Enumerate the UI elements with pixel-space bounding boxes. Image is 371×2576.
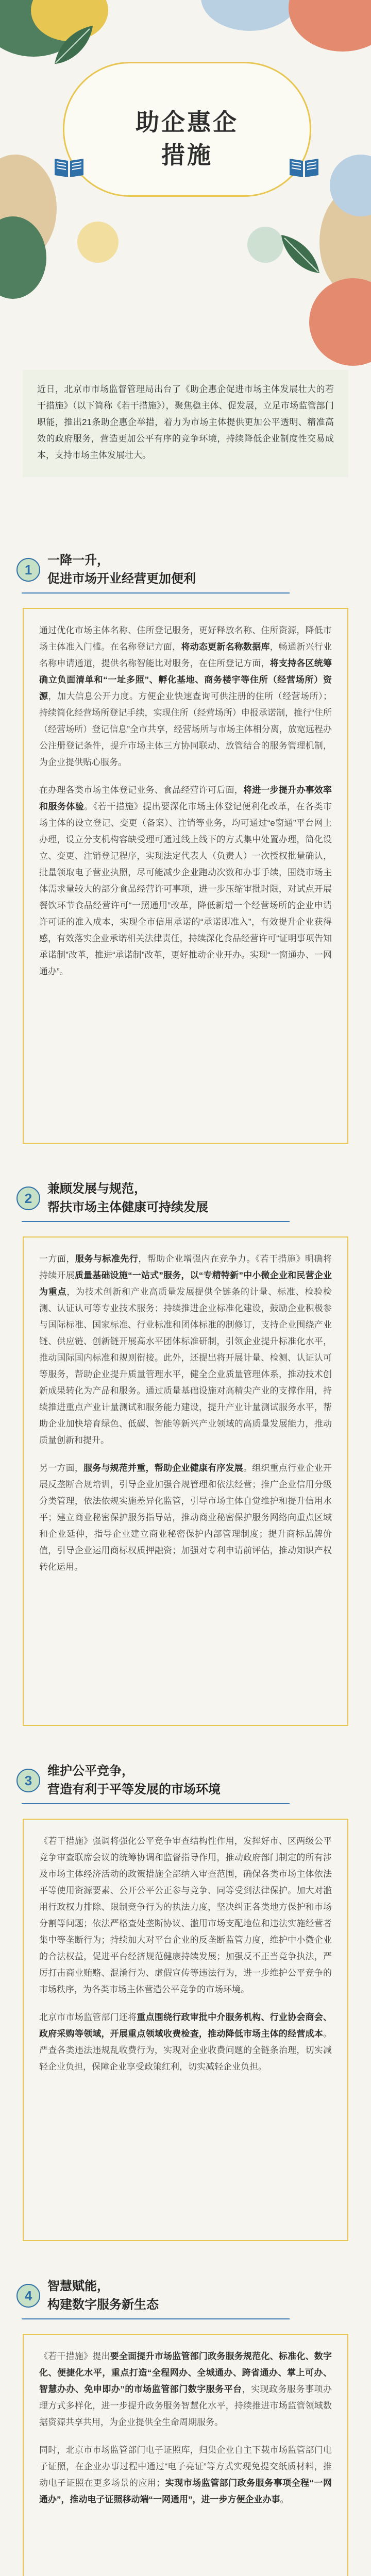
title-line-1: 助企惠企 — [136, 109, 239, 135]
section-divider — [22, 1221, 290, 1222]
highlighted-text: 质量基础设施“一站式”服务，以“专精特新”中小微企业和民营企业为重点 — [39, 1270, 332, 1297]
body-text: 。组织重点行业企业开展反垄断合规培训，引导企业加强合规管理和依法经营；推广企业信用分级分类管理，依法依规实施差异化监管，引导市场主体自觉维护和提升信用水平；建立商业秘密保护服务指导站，推动商业秘密保护服务网络向重点区域和企业延伸，指导企业建立商业秘密保护内部管理制度；提升商标品牌价值，引导企业运用商标权质押融资；加强对专利申请前评估，推动知识产权转化运用。 — [39, 1463, 332, 1572]
section-paragraph — [39, 1833, 332, 1998]
section-2-content — [23, 1236, 348, 1726]
intro-paragraph: 近日，北京市市场监督管理局出台了《助企惠企促进市场主体发展壮大的若干措施》（以下简称《若干措施》），聚焦稳主体、促发展，立足市场监管部门职能，推出21条助企惠企举措，着力为市场主体提供更加公平透明、精准高效的政府服务，营造更加公平有序的竞争环境，持续降低企业制度性交易成本，支持市场主体发展壮大。 — [23, 370, 348, 477]
highlighted-text: 将支持各区统筹确立负面清单和“一址多照”、孵化基地、商务楼宇等住所（经营场所）资源 — [39, 658, 332, 701]
section-title — [47, 2277, 159, 2314]
section-paragraph — [39, 622, 332, 771]
decor-blob — [289, 0, 371, 52]
leaf-icon — [278, 232, 325, 278]
body-text: 。严查各类违法违规乱收费行为，实现对企业收费问题的全链条治理，切实减轻企业负担，保障企业享受政策红利，切实减轻企业负担。 — [39, 2029, 332, 2072]
body-text: 另一方面， — [39, 1463, 84, 1473]
section-paragraph — [39, 1460, 332, 1575]
section-paragraph — [39, 2348, 332, 2431]
section-4-content — [23, 2334, 348, 2576]
section-paragraph — [39, 2442, 332, 2508]
highlighted-text: 要全面提升市场监管部门政务服务规范化、标准化、数字化、便捷化水平，重点打造“全程网办、全城通办、跨省通办、掌上可办、智慧办办、免申即办”的市场监管部门数字服务平台 — [39, 2351, 332, 2394]
section-title-line-1: 智慧赋能， — [47, 2279, 109, 2293]
section-title — [47, 551, 196, 588]
body-text: 同时，北京市市场监管部门电子证照库，归集企业自主下载市场监管部门电子证照，在企业办事过程中通过“电子亮证”等方式实现免提交纸质材料，推动电子证照在更多场景的应用； — [39, 2445, 332, 2488]
section-number: 4 — [16, 2284, 40, 2308]
section-number: 1 — [16, 558, 40, 582]
body-text: ，加大信息公开力度。方便企业快速查询可供注册的住所（经营场所）；持续简化经营场所登记手续，实现住所（经营场所）申报承诺制，推行“住所（经营场所）登记信息”全市共享，经营场所与市场主体相分离，放宽远程办公注册登记条件，提升市场主体三方协同联动、放管结合的服务管理机制，为企业提供贴心服务。 — [39, 691, 332, 767]
title-line-2: 措施 — [161, 142, 213, 168]
highlighted-text: 服务与标准先行 — [75, 1254, 139, 1264]
section-1-content — [23, 608, 348, 1144]
body-text: ，帮助企业增强内在竞争力。《若干措施》明确将持续开展 — [39, 1254, 332, 1280]
leaf-icon — [49, 23, 96, 69]
section-2-header — [16, 1180, 208, 1217]
section-title-line-1: 一降一升， — [47, 553, 109, 567]
body-text: 北京市市场监管部门还将 — [39, 2012, 137, 2022]
section-4-header — [16, 2277, 159, 2314]
book-icon — [53, 155, 86, 179]
body-text: ，实现政务服务事项办理方式多样化，进一步提升政务服务智慧化水平，持续推进市场监管领域数据资源共享共用，为企业提供全生命周期服务。 — [39, 2384, 332, 2427]
body-text: 《若干措施》提出 — [39, 2351, 110, 2361]
section-3-header — [16, 1762, 221, 1799]
body-text: ，为技术创新和产业高质量发展提供全链条的计量、标准、检验检测、认证认可等专业技术服务；持续推进企业标准化建设，鼓励企业积极参与国际标准、国家标准、行业标准和团体标准的制修订，支持企业围绕产业链、供应链、创新链开展高水平团体标准研制，引领企业提升标准化水平，推动国际国内标准和规则衔接。此外，还提出将开展计量、检测、认证认可等服务，帮助企业提升质量管理水平，健全企业质量管理体系，推动技术创新成果转化为产品和服务。通过质量基础设施对高精尖产业的支撑作用，持续推进重点产业计量测试和服务能力建设，提升产业计量测试服务水平，帮助企业加快培育绿色、低碳、智能等新兴产业领域的高质量发展能力，推动质量创新和提升。 — [39, 1287, 332, 1445]
highlighted-text: 实现市场监管部门政务服务事项全程“一网通办”，推动电子证照移动端“一网通用”，进一步方便企业办事 — [39, 2478, 332, 2504]
decor-blob — [309, 278, 371, 366]
body-text: 《若干措施》强调将强化公平竞争审查结构性作用，发挥好市、区两级公平竞争审查联席会议的统筹协调和监督指导作用，推动政府部门制定的所有涉及市场主体经济活动的政策措施全部纳入审查范围，确保各类市场主体依法平等使用资源要素、公开公平公正参与竞争、同等受到法律保护。加大对滥用行政权力排除、限制竞争行为的执法力度，坚决纠正各类地方保护和市场分割等问题；依法严格查处垄断协议、滥用市场支配地位和违法实施经营者集中等垄断行为；持续加大对平台企业的反垄断监管力度，维护中小微企业的合法权益，促进平台经济规范健康持续发展；加强反不正当竞争执法，严厉打击商业贿赂、混淆行为、虚假宣传等违法行为，进一步维护公平竞争的市场秩序，为各类市场主体营造公平竞争的市场环境。 — [39, 1836, 332, 1994]
title-frame — [63, 62, 311, 197]
section-paragraph — [39, 2009, 332, 2075]
section-number: 3 — [16, 1769, 40, 1792]
section-title-line-2: 促进市场开业经营更加便利 — [47, 572, 196, 586]
section-divider — [22, 1803, 290, 1804]
header-banner — [0, 0, 371, 371]
section-title — [47, 1180, 208, 1217]
decor-blob — [77, 222, 119, 263]
section-divider — [22, 592, 290, 594]
section-title — [47, 1762, 221, 1799]
section-3-content — [23, 1819, 348, 2241]
body-text: ，畅通新兴行业名称申请通道，提供名称智能比对服务，在住所登记方面， — [39, 642, 332, 668]
section-title-line-1: 维护公平竞争， — [47, 1764, 134, 1778]
highlighted-text: 将动态更新名称数据库 — [181, 642, 270, 652]
section-title-line-2: 帮扶市场主体健康可持续发展 — [47, 1200, 208, 1214]
section-1-header — [16, 551, 196, 588]
section-paragraph — [39, 782, 332, 980]
body-text: 在办理各类市场主体登记业务、食品经营许可后面， — [39, 785, 244, 795]
body-text: 通过优化市场主体名称、住所登记服务，更好释放名称、住所资源，降低市场主体准入门槛。在名称登记方面， — [39, 625, 332, 652]
highlighted-text: 重点围绕行政审批中介服务机构、行业协会商会、政府采购等领域，开展重点领域收费检查，推动降低市场主体的经营成本 — [39, 2012, 332, 2039]
page-title — [64, 106, 310, 172]
section-title-line-2: 营造有利于平等发展的市场环境 — [47, 1783, 221, 1797]
section-divider — [22, 2318, 290, 2319]
section-paragraph — [39, 1251, 332, 1449]
body-text: 。《若干措施》提出要深化市场主体登记便利化改革，在各类市场主体的设立登记、变更（备案）、注销等业务，均可通过“e窗通”平台网上办理，设立分支机构容缺受理可通过线上线下的方式集中处置办理，简化设立、变更、注销登记程序，实现法定代表人（负责人）一次授权批量确认，批量领取电子营业执照，尽可能减少企业跑动次数和办事手续，围绕市场主体需求量较大的部分食品经营许可事项，进一步压缩审批时限，对试点开展餐饮环节食品经营许可“一照通用”改革，降低新增一个经营场所的企业申请许可证的准入成本，实现全市信用承诺的“承诺即准入”，有效提升企业获得感，有效落实企业承诺相关法律责任，持续深化食品经营许可“证明事项告知承诺制”改革，推进“承诺制”改革，更好推动企业开办。实现“一窗通办、一网通办”。 — [39, 802, 332, 976]
body-text: 。 — [280, 2495, 289, 2504]
section-number: 2 — [16, 1187, 40, 1210]
body-text: 一方面， — [39, 1254, 75, 1264]
highlighted-text: 服务与规范并重，帮助企业健康有序发展 — [83, 1463, 244, 1473]
highlighted-text: 将进一步提升办事效率和服务体验 — [39, 785, 332, 811]
book-icon — [288, 155, 321, 179]
decor-blob — [201, 0, 299, 31]
section-title-line-1: 兼顾发展与规范， — [47, 1182, 146, 1196]
section-title-line-2: 构建数字服务新生态 — [47, 2298, 159, 2312]
